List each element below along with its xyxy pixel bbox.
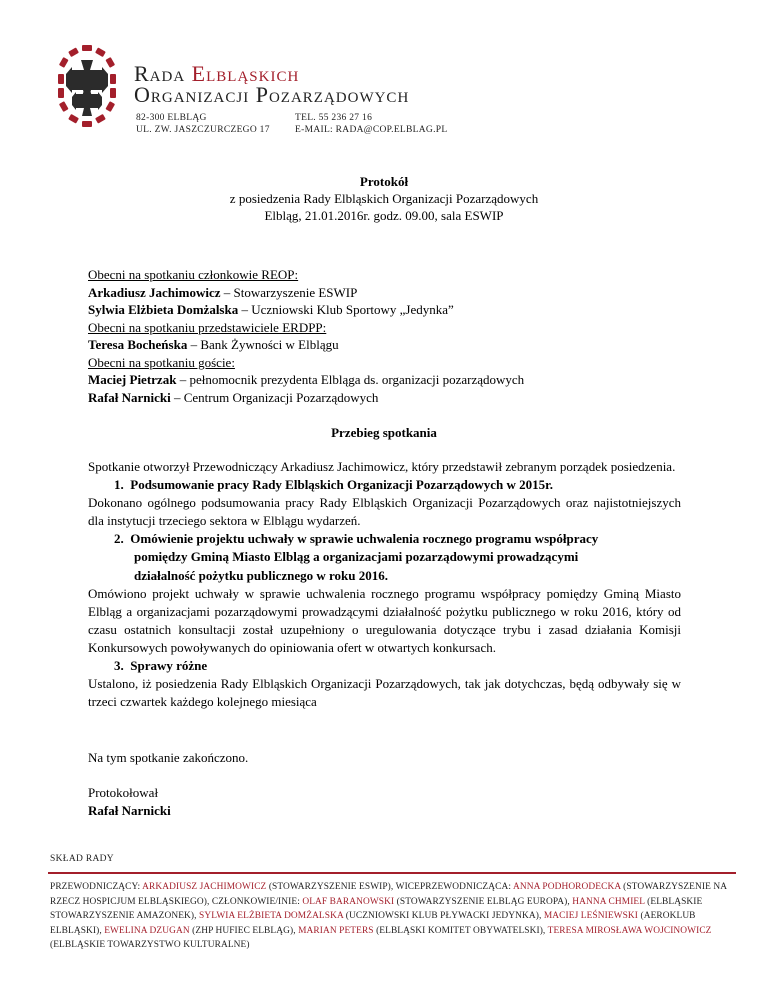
protocol-title: Protokół (359, 174, 409, 189)
address-block: 82-300 ELBLĄG UL. ZW. JASZCZURCZEGO 17 (136, 113, 270, 135)
org-name-line1: Rada Elbląskich (134, 61, 300, 86)
footer-label: SKŁAD RADY (50, 854, 114, 864)
closing-sentence: Na tym spotkanie zakończono. (88, 750, 249, 765)
attendee-row: Maciej Pietrzak – pełnomocnik prezydenta Elbląga ds. organizacji pozarządowych (88, 372, 525, 387)
agenda-item-3-text: Ustalono, iż posiedzenia Rady Elbląskich Organizacji Pozarządowych, tak jak dotychczas, będą odbywały się w trzeci czwartek każdego kolejnego miesiąca (88, 676, 681, 710)
signature-label: Protokołował (88, 785, 159, 800)
signature-name: Rafał Narnicki (88, 802, 171, 818)
email: E-MAIL: RADA@COP.ELBLAG.PL (295, 125, 448, 135)
contact-block (295, 112, 447, 136)
protocol-subtitle: z posiedzenia Rady Elbląskich Organizacji Pozarządowych (229, 191, 539, 206)
org-name-line2: Organizacji Pozarządowych (134, 82, 410, 107)
council-composition: PRZEWODNICZĄCY: ARKADIUSZ JACHIMOWICZ (STOWARZYSZENIE ESWIP), WICEPRZEWODNICZĄCA: ANNA PODHORODECKA (STOWARZYSZENIE NA RZECZ HOSPICJUM ELBLĄSKIEGO), CZŁONKOWIE/INIE: OLAF BARANOWSKI (STOWARZYSZENIE ELBLĄG EUROPA), HANNA CHMIEL (ELBLĄSKIE STOWARZYSZENIE AMAZONEK), SYLWIA ELŻBIETA DOMŻALSKA (UCZNIOWSKI KLUB PŁYWACKI JEDYNKA), MACIEJ LEŚNIEWSKI (AEROKLUB ELBLĄSKI), EWELINA DZUGAN (ZHP HUFIEC ELBLĄG), MARIAN PETERS (ELBLĄSKI KOMITET OBYWATELSKI), TERESA MIROSŁAWA WOJCINOWICZ (ELBLĄSKIE TOWARZYSTWO KULTURALNE) (50, 882, 727, 950)
intro-paragraph: Spotkanie otworzył Przewodniczący Arkadiusz Jachimowicz, który przedstawił zebranym porządek posiedzenia. (88, 459, 676, 474)
footer-divider (48, 872, 736, 874)
attendee-row: Rafał Narnicki – Centrum Organizacji Pozarządowych (88, 389, 379, 405)
attendee-row: Arkadiusz Jachimowicz – Stowarzyszenie ESWIP (88, 284, 358, 300)
agenda-item-2-text: Omówiono projekt uchwały w sprawie uchwalenia rocznego programu współpracy pomiędzy Gminą Miasto Elbląg a organizacjami pozarządowymi prowadzącymi działalność pożytku publicznego w roku 2016, który od czasu ostatnich konsultacji został uzupełniony o uregulowania dotyczące trybu i zasad działania Komisji Konkursowych powoływanych do opiniowania ofert w otwartych konkursach. (88, 585, 681, 655)
meeting-minutes (88, 458, 681, 711)
agenda-item-1-text: Dokonano ogólnego podsumowania pracy Rady Elbląskich Organizacji Pozarządowych oraz najistotniejszych dla instytucji trzeciego sektora w Elblągu wydarzeń. (88, 495, 681, 529)
phone: TEL. 55 236 27 16 (295, 113, 373, 123)
attendee-row: Sylwia Elżbieta Domżalska – Uczniowski Klub Sportowy „Jedynka” (88, 302, 454, 317)
attendance-list (88, 266, 688, 406)
agenda-item-2-title: 2. Omówienie projektu uchwały w sprawie uchwalenia rocznego programu współpracy pomiędzy Gminą Miasto Elbląg a organizacjami pozarządowymi prowadzącymi działalność pożytku publicznego w roku 2016. (114, 531, 599, 583)
attendee-row: Teresa Bocheńska – Bank Żywności w Elblągu (88, 337, 339, 352)
council-logo (52, 44, 122, 128)
members-heading: Obecni na spotkaniu członkowie REOP: (88, 267, 299, 282)
protocol-date-place: Elbląg, 21.01.2016r. godz. 09.00, sala ESWIP (264, 208, 504, 223)
signature-block (88, 784, 171, 819)
agenda-item-1-title: 1. Podsumowanie pracy Rady Elbląskich Organizacji Pozarządowych w 2015r. (114, 477, 553, 493)
erdpp-heading: Obecni na spotkaniu przedstawiciele ERDPP: (88, 319, 327, 335)
agenda-item-3-title: 3. Sprawy różne (114, 658, 208, 674)
guests-heading: Obecni na spotkaniu goście: (88, 354, 235, 370)
course-heading: Przebieg spotkania (331, 425, 437, 440)
